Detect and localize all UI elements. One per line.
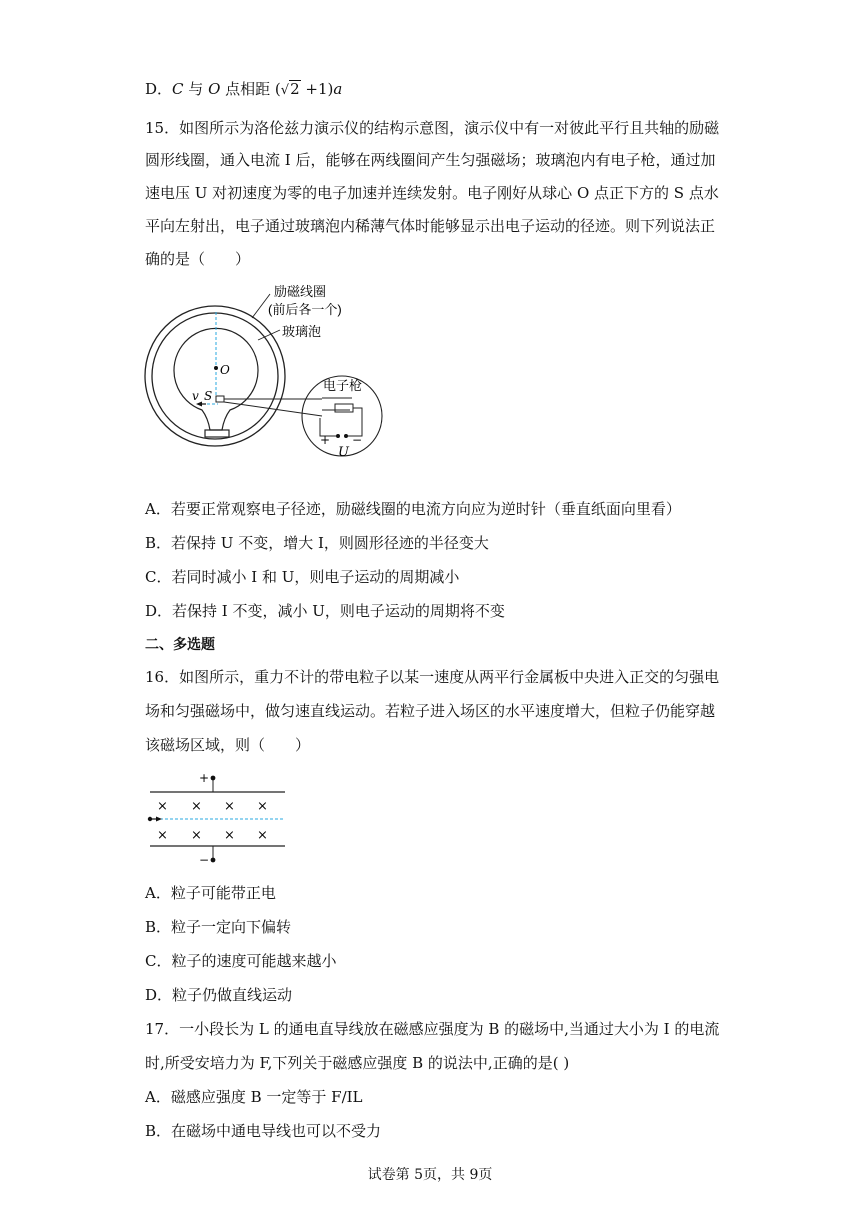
q16-stem-line: 16．如图所示，重力不计的带电粒子以某一速度从两平行金属板中央进入正交的匀强电: [145, 668, 720, 686]
q16-option-c[interactable]: C．粒子的速度可能越来越小: [145, 952, 337, 970]
q15-option-c[interactable]: C．若同时减小 I 和 U，则电子运动的周期减小: [145, 568, 460, 586]
q16-stem-line: 场和匀强磁场中，做匀速直线运动。若粒子进入场区的水平速度增大，但粒子仍能穿越: [145, 702, 716, 720]
gun-nozzle: [216, 396, 224, 402]
top-terminal-dot: [211, 776, 216, 781]
field-mark: ×: [157, 828, 168, 843]
terminal-dot: [336, 434, 340, 438]
q17-option-a[interactable]: A．磁感应强度 B 一定等于 F/IL: [145, 1088, 363, 1106]
q15-stem-line: 圆形线圈，通入电流 I 后，能够在两线圈间产生匀强磁场；玻璃泡内有电子枪，通过加: [145, 151, 716, 169]
q17-stem-line: 17．一小段长为 L 的通电直导线放在磁感应强度为 B 的磁场中,当通过大小为 I 的电流: [145, 1020, 720, 1038]
gun-tube-bottom: [224, 402, 322, 416]
q16-stem-line: 该磁场区域，则（ ）: [145, 736, 311, 754]
label-o: O: [220, 363, 230, 377]
var-a: a: [333, 80, 343, 98]
label-gun: 电子枪: [323, 378, 363, 393]
q17-stem-line: 时,所受安培力为 F,下列关于磁感应强度 B 的说法中,正确的是( ): [145, 1054, 570, 1072]
q15-stem-line: 速电压 U 对初速度为零的电子加速并连续发射。电子刚好从球心 O 点正下方的 S 点水: [145, 184, 719, 202]
bottom-terminal-dot: [211, 858, 216, 863]
text: 与: [183, 80, 209, 98]
lorentz-apparatus-figure: [140, 278, 430, 460]
option-letter: D．: [145, 80, 173, 98]
q14-option-d[interactable]: D．C 与 O 点相距 (√2 +1)a: [145, 80, 343, 98]
gun-cathode: [335, 404, 353, 412]
q17-option-b[interactable]: B．在磁场中通电导线也可以不受力: [145, 1122, 382, 1140]
label-plus: +: [199, 771, 210, 785]
text: +1): [300, 80, 334, 98]
label-v: v: [192, 389, 199, 403]
center-point: [214, 366, 218, 370]
coil-outer-ring: [145, 306, 285, 446]
label-s: S: [204, 389, 213, 403]
field-mark: ×: [224, 799, 235, 814]
field-mark: ×: [257, 828, 268, 843]
q15-stem-line: 平向左射出，电子通过玻璃泡内稀薄气体时能够显示出电子运动的径迹。则下列说法正: [145, 217, 716, 235]
field-mark: ×: [191, 828, 202, 843]
q15-option-a[interactable]: A．若要正常观察电子径迹，励磁线圈的电流方向应为逆时针（垂直纸面向里看）: [145, 500, 681, 518]
q16-option-a[interactable]: A．粒子可能带正电: [145, 884, 276, 902]
label-plus: +: [320, 433, 331, 447]
field-mark: ×: [257, 799, 268, 814]
text: 点相距 (: [220, 80, 281, 98]
var-c: C: [172, 80, 184, 98]
q15-stem-line: 15．如图所示为洛伦兹力演示仪的结构示意图，演示仪中有一对彼此平行且共轴的励磁: [145, 119, 720, 137]
label-minus: −: [352, 433, 363, 447]
label-u: U: [338, 445, 349, 460]
terminal-dot: [344, 434, 348, 438]
q15-stem-line: 确的是（ ）: [145, 250, 251, 268]
label-coil: 励磁线圈: [274, 284, 327, 299]
coil-inner-ring: [152, 313, 278, 439]
q16-option-d[interactable]: D．粒子仍做直线运动: [145, 986, 293, 1004]
var-o: O: [208, 80, 221, 98]
section-title: 二、多选题: [145, 637, 215, 653]
sqrt-radicand: 2: [290, 80, 300, 98]
q15-option-b[interactable]: B．若保持 U 不变，增大 I，则圆形径迹的半径变大: [145, 534, 489, 552]
field-mark: ×: [224, 828, 235, 843]
page-footer: 试卷第 5页，共 9页: [367, 1167, 493, 1183]
q16-option-b[interactable]: B．粒子一定向下偏转: [145, 918, 292, 936]
label-bulb: 玻璃泡: [282, 324, 322, 339]
label-coil-note: (前后各一个): [268, 302, 342, 317]
crossed-fields-figure: [145, 768, 290, 868]
bulb-base: [205, 430, 229, 437]
field-mark: ×: [191, 799, 202, 814]
q15-option-d[interactable]: D．若保持 I 不变，减小 U，则电子运动的周期将不变: [145, 602, 505, 620]
label-minus: −: [199, 853, 210, 867]
field-mark: ×: [157, 799, 168, 814]
